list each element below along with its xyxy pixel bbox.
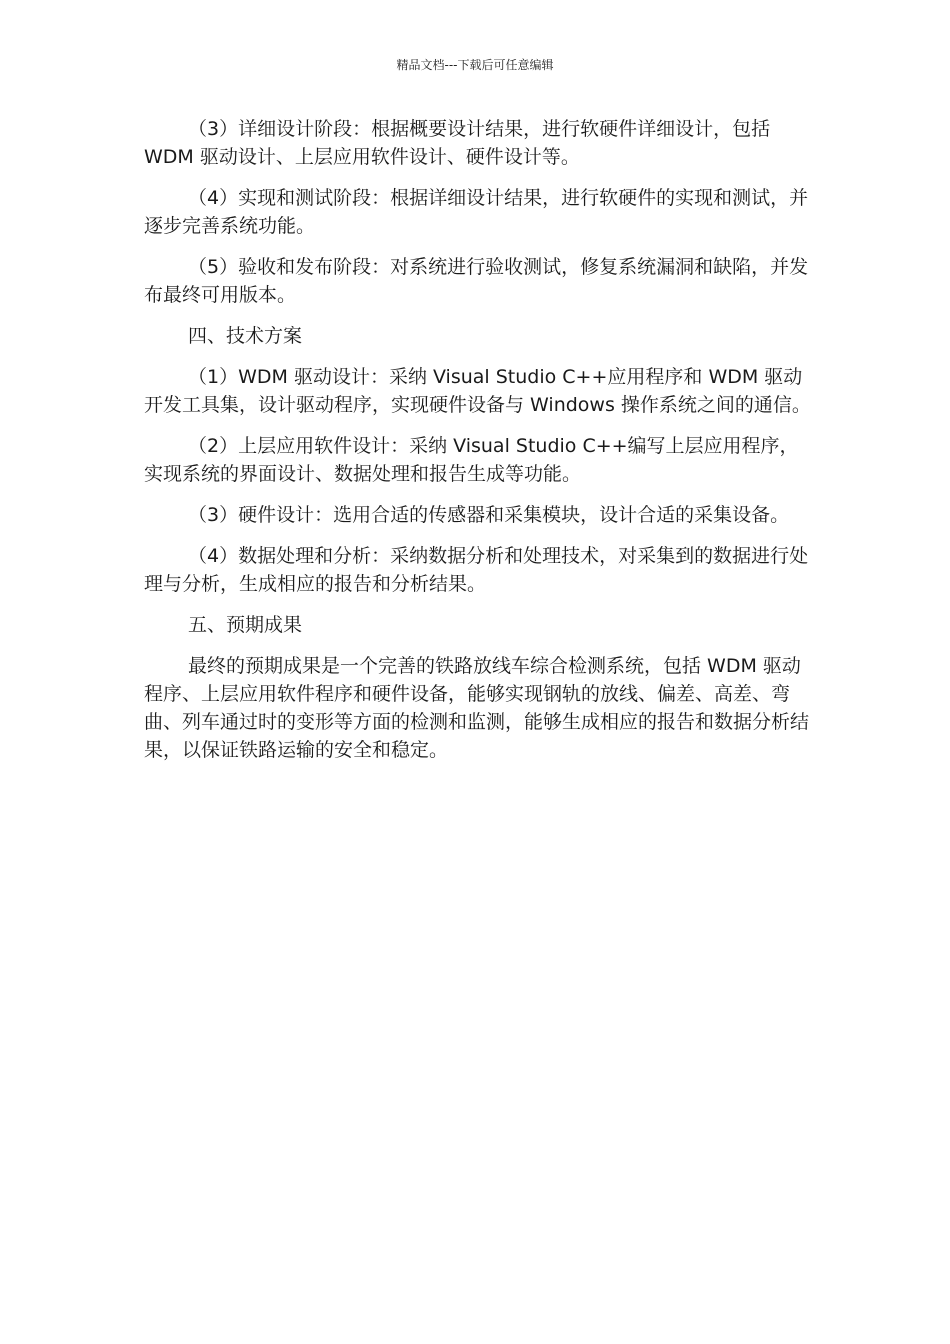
paragraph-wdm-driver: （1）WDM 驱动设计：采纳 Visual Studio C++应用程序和 WDM 驱动开发工具集，设计驱动程序，实现硬件设备与 Windows 操作系统之间的通信。 — [144, 366, 811, 416]
paragraph-detailed-design: （3）详细设计阶段：根据概要设计结果，进行软硬件详细设计，包括 WDM 驱动设计、上层应用软件设计、硬件设计等。 — [144, 118, 771, 168]
paragraph-implementation-testing: （4）实现和测试阶段：根据详细设计结果，进行软硬件的实现和测试，并逐步完善系统功能。 — [144, 187, 809, 237]
page-header: 精品文档---下载后可任意编辑 — [396, 58, 554, 72]
paragraph-upper-software: （2）上层应用软件设计：采纳 Visual Studio C++编写上层应用程序，实现系统的界面设计、数据处理和报告生成等功能。 — [144, 435, 799, 485]
paragraph-data-analysis: （4）数据处理和分析：采纳数据分析和处理技术，对采集到的数据进行处理与分析，生成相应的报告和分析结果。 — [144, 545, 809, 595]
section-heading-technical-plan: 四、技术方案 — [188, 325, 303, 347]
paragraph-hardware-design: （3）硬件设计：选用合适的传感器和采集模块，设计合适的采集设备。 — [188, 504, 790, 526]
document-body — [144, 115, 816, 777]
section-heading-expected-results: 五、预期成果 — [188, 614, 303, 636]
paragraph-acceptance-release: （5）验收和发布阶段：对系统进行验收测试，修复系统漏洞和缺陷，并发布最终可用版本。 — [144, 256, 809, 306]
paragraph-expected-results: 最终的预期成果是一个完善的铁路放线车综合检测系统，包括 WDM 驱动程序、上层应用软件程序和硬件设备，能够实现钢轨的放线、偏差、高差、弯曲、列车通过时的变形等方面的检测和监测，能够生成相应的报告和数据分析结果，以保证铁路运输的安全和稳定。 — [144, 655, 810, 761]
